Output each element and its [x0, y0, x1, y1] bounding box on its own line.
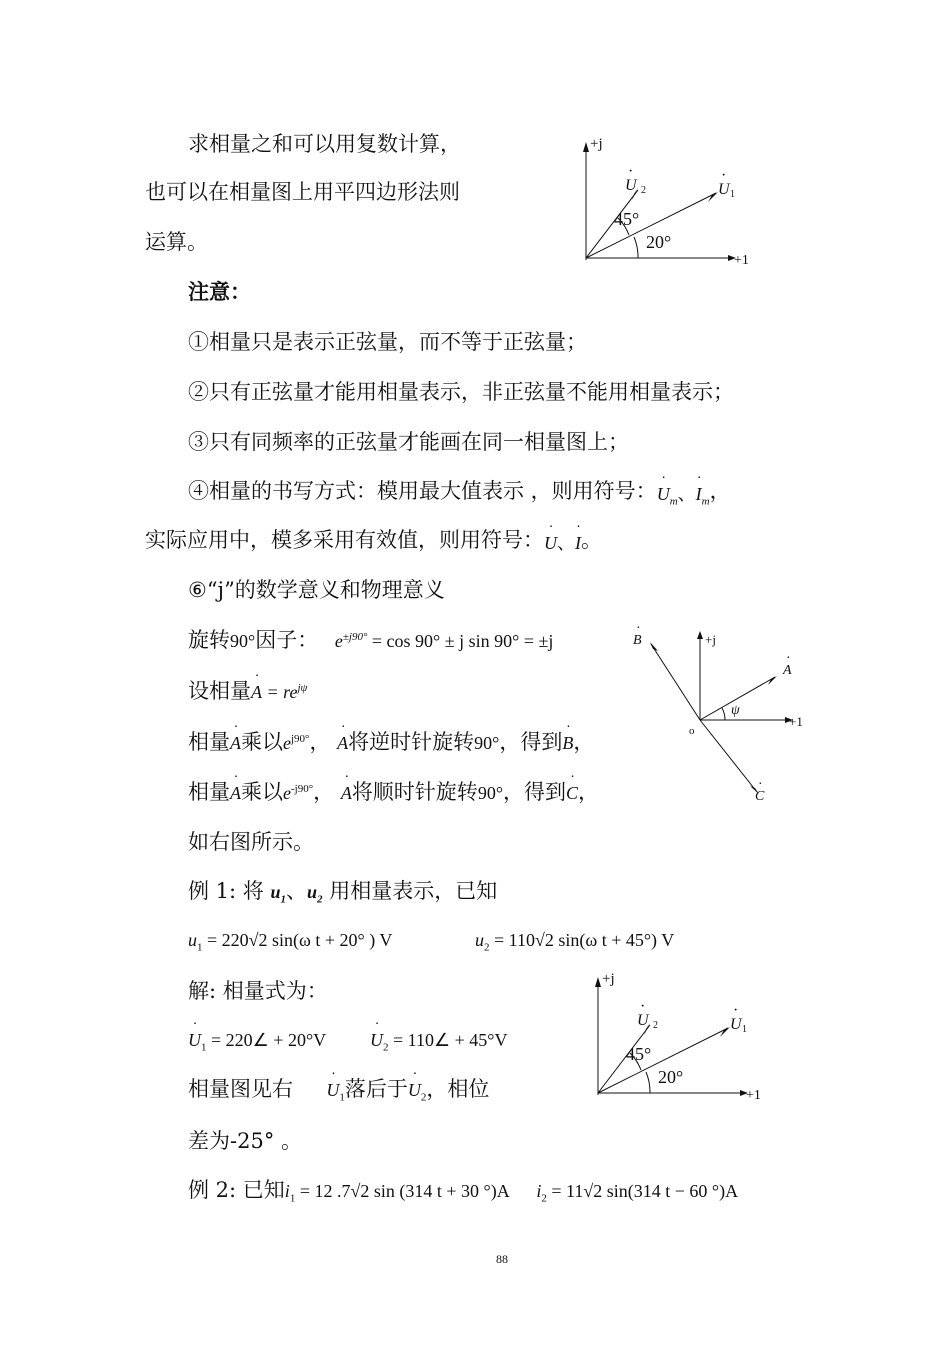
- svg-text:·: ·: [628, 163, 634, 180]
- U2-phasor: ˙ $U_2$ = 110∠ + 45°V: [370, 1028, 507, 1060]
- svg-text:·: ·: [733, 1002, 739, 1019]
- svg-text:·: ·: [640, 998, 646, 1015]
- axis-y-label: +j: [590, 136, 603, 152]
- u2-label: U: [625, 177, 637, 194]
- angle-45-label: 45°: [626, 1044, 652, 1064]
- axis-x-label: +1: [789, 714, 803, 729]
- svg-text:·: ·: [721, 167, 727, 184]
- note-3: ③只有同频率的正弦量才能画在同一相量图上；: [188, 430, 629, 454]
- text-line: 求相量之和可以用复数计算，: [188, 132, 461, 156]
- phase-diff-line: 差为-25° 。: [188, 1129, 302, 1153]
- svg-text:1: 1: [742, 1024, 747, 1035]
- c-label: C: [755, 789, 765, 804]
- note-4-cont: 实际应用中，模多采用有效值，则用符号：˙ U、˙ I。: [145, 525, 602, 555]
- origin-label: o: [689, 725, 695, 737]
- note-2: ②只有正弦量才能用相量表示，非正弦量不能用相量表示；: [188, 380, 734, 404]
- angle-20-label: 20°: [646, 232, 672, 252]
- a-label: A: [783, 663, 792, 678]
- example-2: 例 2: 已知$i_1 = 12$ .7√2 sin (314 t + 30 °)A $i_2 = 11√2$ sin(314 t − 60 °)A: [188, 1178, 739, 1205]
- angle-45-label: 45°: [614, 209, 640, 229]
- U1-phasor: ˙ $U_1$ = 220∠ + 20°V: [188, 1028, 326, 1060]
- text-line: 也可以在相量图上用平四边形法则: [145, 180, 460, 204]
- page-number: 88: [496, 1252, 508, 1266]
- axis-x-label: +1: [734, 253, 749, 268]
- note-heading: 注意：: [188, 279, 251, 304]
- example-1: 例 1: 将 $u_1$、$u_2$ 用相量表示，已知: [188, 879, 498, 906]
- u1-label: U: [718, 181, 730, 198]
- solution-heading: 解: 相量式为：: [188, 979, 328, 1003]
- axis-x-label: +1: [746, 1088, 761, 1103]
- note-1: ①相量只是表示正弦量，而不等于正弦量；: [188, 330, 587, 354]
- rotation-diagram: [625, 622, 805, 807]
- axis-y-label: +j: [705, 632, 716, 647]
- psi-label: ψ: [731, 703, 740, 718]
- b-label: B: [633, 633, 642, 648]
- u2-label: U: [637, 1012, 649, 1029]
- svg-text:2: 2: [653, 1020, 658, 1031]
- svg-text:·: ·: [758, 777, 763, 792]
- svg-text:2: 2: [641, 185, 646, 196]
- text-line: 运算。: [145, 230, 208, 254]
- phasor-diagram-2: [582, 965, 772, 1105]
- svg-text:·: ·: [786, 651, 791, 666]
- phasor-diagram-1: [570, 130, 760, 270]
- axis-y-label: +j: [602, 971, 615, 987]
- svg-text:1: 1: [730, 189, 735, 200]
- svg-text:·: ·: [636, 622, 641, 636]
- diagram-see-line: 相量图见右 ˙ $U_1$落后于˙ $U_2$，相位: [188, 1074, 489, 1110]
- rotate-ccw-line: 相量˙ A乘以$e^{j90^\circ}$， ˙ A将逆时针旋转90°，得到˙ B，: [188, 727, 594, 757]
- angle-20-label: 20°: [658, 1067, 684, 1087]
- u2-expression: $u_2 = 110√2$ sin(ω t + 45°) V: [475, 930, 675, 954]
- set-phasor-line: 设相量˙ $A = re^{j\psi}$: [188, 676, 307, 706]
- note-6: ⑥“j”的数学意义和物理意义: [188, 578, 445, 602]
- u1-label: U: [730, 1016, 742, 1033]
- rotation-factor-line: 旋转90°因子： $e^{\pm j90^\circ} = \cos 90^\circ \pm j$ sin 90° = ±j: [188, 628, 554, 652]
- figure-note: 如右图所示。: [188, 830, 314, 854]
- rotate-cw-line: 相量˙ A乘以$e^{-j90^\circ}$， ˙ A将顺时针旋转90°，得到˙ C，: [188, 777, 599, 807]
- u1-expression: $u_1 = 220√2$ sin(ω t + 20° ) V: [188, 930, 393, 954]
- note-4: ④相量的书写方式：模用最大值表示 ，则用符号：˙ $U_m$、˙ $I_m$，: [188, 476, 731, 512]
